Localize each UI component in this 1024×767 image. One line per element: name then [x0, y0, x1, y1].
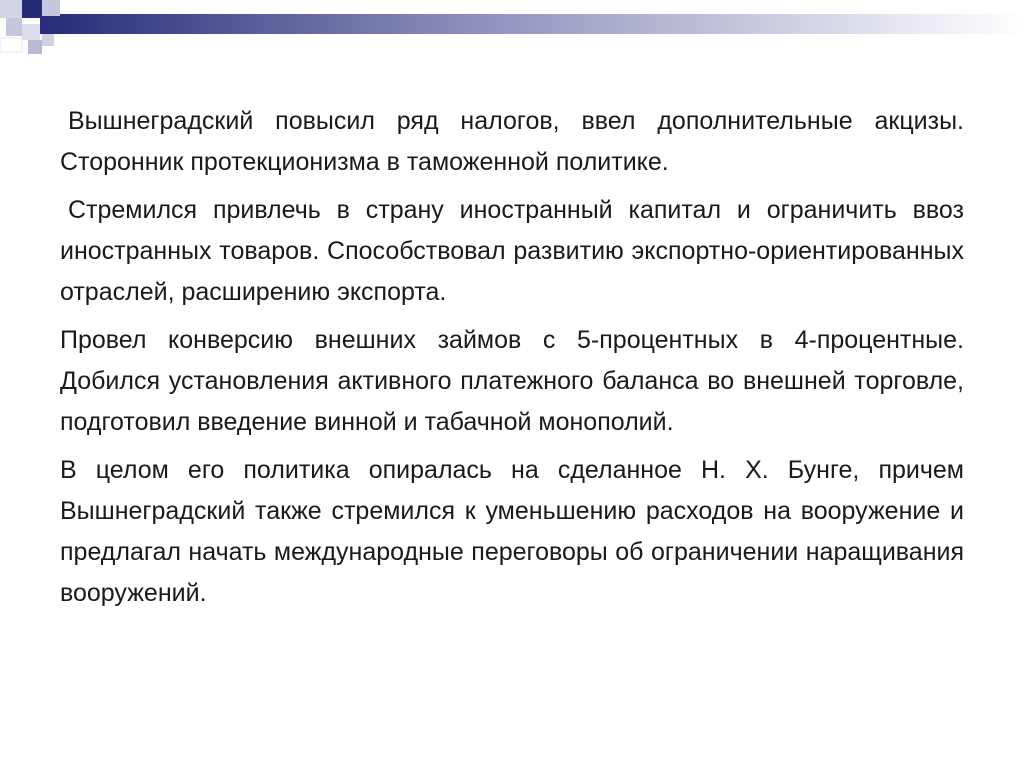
deco-square-light — [42, 34, 54, 46]
deco-square-light — [22, 24, 40, 40]
deco-square-light — [42, 0, 60, 16]
paragraph-capital: Стремился привлечь в страну иностранный капитал и ограничить ввоз иностранных товаров. Способствовал развитию экспортно-ориентированных отраслей, расширению экспорта. — [60, 196, 964, 306]
deco-square-light — [28, 40, 42, 54]
paragraph-taxes: Вышнеградский повысил ряд налогов, ввел дополнительные акцизы. Сторонник протекционизма в таможенной политике. — [60, 107, 964, 176]
header-decoration — [0, 0, 1024, 70]
header-gradient-bar — [40, 14, 1024, 34]
paragraph-conversion: Провел конверсию внешних займов с 5-процентных в 4-процентные. Добился установления активного платежного баланса во внешней торговле, подготовил введение винной и табачной монополий. — [60, 326, 964, 436]
deco-square-light — [0, 38, 22, 52]
paragraph-policy: В целом его политика опиралась на сделанное Н. Х. Бунге, причем Вышнеградский также стремился к уменьшению расходов на вооружение и предлагал начать международные переговоры об ограничении наращивания вооружений. — [60, 456, 964, 607]
deco-square-dark — [22, 0, 42, 18]
deco-square-light — [0, 0, 22, 18]
deco-square-light — [6, 18, 22, 36]
body-text — [60, 101, 964, 621]
